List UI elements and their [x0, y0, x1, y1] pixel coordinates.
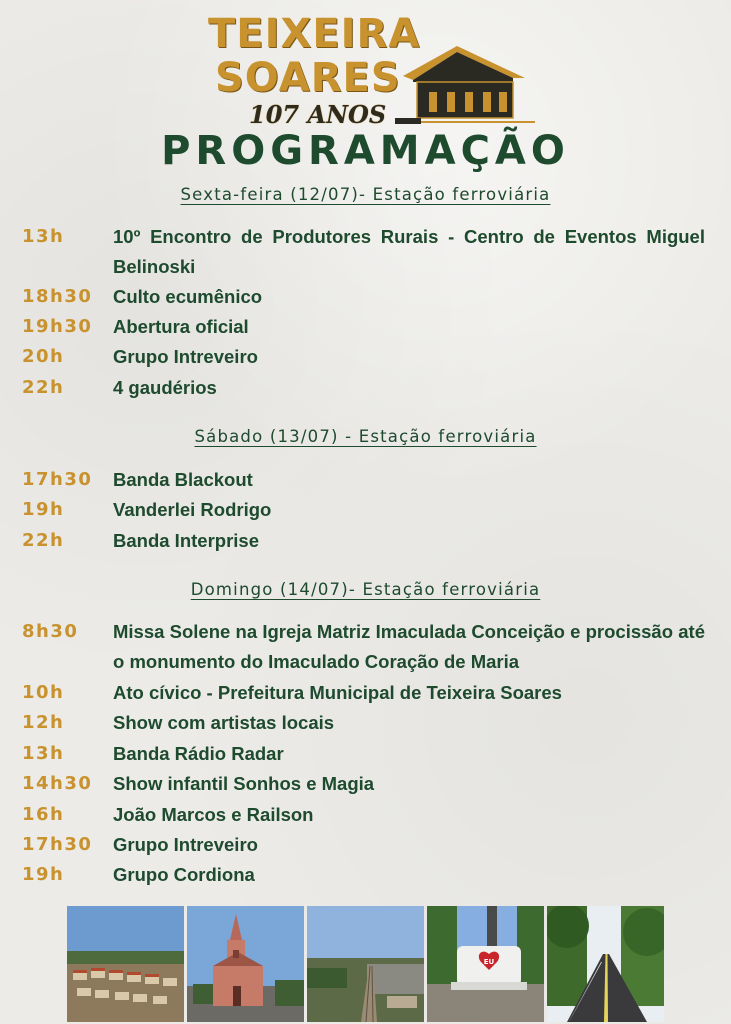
sunday-heading: Domingo (14/07)- Estação ferroviária	[190, 580, 541, 599]
event-time: 22h	[22, 377, 65, 398]
photo-strip	[67, 906, 664, 1022]
church-photo	[187, 906, 304, 1022]
event-description: Grupo Cordiona	[113, 864, 255, 885]
event-description: João Marcos e Railson	[113, 804, 314, 825]
railway-aerial-photo	[307, 906, 424, 1022]
event-time: 17h30	[22, 469, 93, 490]
eu-amo-monument-photo	[427, 906, 544, 1022]
event-description: Culto ecumênico	[113, 286, 263, 307]
railway-station-icon	[395, 42, 535, 128]
monument-sign-text: EU	[483, 958, 495, 966]
event-time: 14h30	[22, 773, 93, 794]
event-description: Grupo Intreveiro	[113, 834, 258, 855]
event-description: Show com artistas locais	[113, 712, 335, 733]
event-description: Banda Rádio Radar	[113, 743, 284, 764]
saturday-heading: Sábado (13/07) - Estação ferroviária	[194, 427, 537, 446]
aerial-housing-photo	[67, 906, 184, 1022]
logo-anniversary: 107 ANOS	[249, 100, 387, 129]
event-time: 12h	[22, 712, 65, 733]
event-logo	[205, 12, 535, 130]
event-description: 10º Encontro de Produtores Rurais - Centro de Eventos Miguel Belinoski	[113, 226, 705, 277]
event-description: Banda Blackout	[113, 469, 253, 490]
event-time: 8h30	[22, 621, 79, 642]
event-description: 4 gaudérios	[113, 377, 217, 398]
event-time: 13h	[22, 226, 65, 247]
event-time: 22h	[22, 530, 65, 551]
tree-lined-road-photo	[547, 906, 664, 1022]
event-time: 13h	[22, 743, 65, 764]
event-description: Abertura oficial	[113, 316, 249, 337]
event-time: 20h	[22, 346, 65, 367]
event-time: 16h	[22, 804, 65, 825]
event-time: 19h	[22, 499, 65, 520]
event-time: 19h30	[22, 316, 93, 337]
event-time: 19h	[22, 864, 65, 885]
page-title: PROGRAMAÇÃO	[161, 128, 570, 174]
event-description: Missa Solene na Igreja Matriz Imaculada Conceição e procissão até o monumento do Imaculado Coração de Maria	[113, 621, 705, 672]
event-description: Ato cívico - Prefeitura Municipal de Teixeira Soares	[113, 682, 562, 703]
event-time: 18h30	[22, 286, 93, 307]
event-time: 10h	[22, 682, 65, 703]
event-time: 17h30	[22, 834, 93, 855]
logo-line-1: TEIXEIRA	[208, 11, 421, 57]
friday-heading: Sexta-feira (12/07)- Estação ferroviária	[180, 185, 551, 204]
event-description: Show infantil Sonhos e Magia	[113, 773, 375, 794]
logo-line-2: SOARES	[215, 55, 401, 101]
event-description: Vanderlei Rodrigo	[113, 499, 272, 520]
event-description: Grupo Intreveiro	[113, 346, 258, 367]
event-description: Banda Interprise	[113, 530, 259, 551]
